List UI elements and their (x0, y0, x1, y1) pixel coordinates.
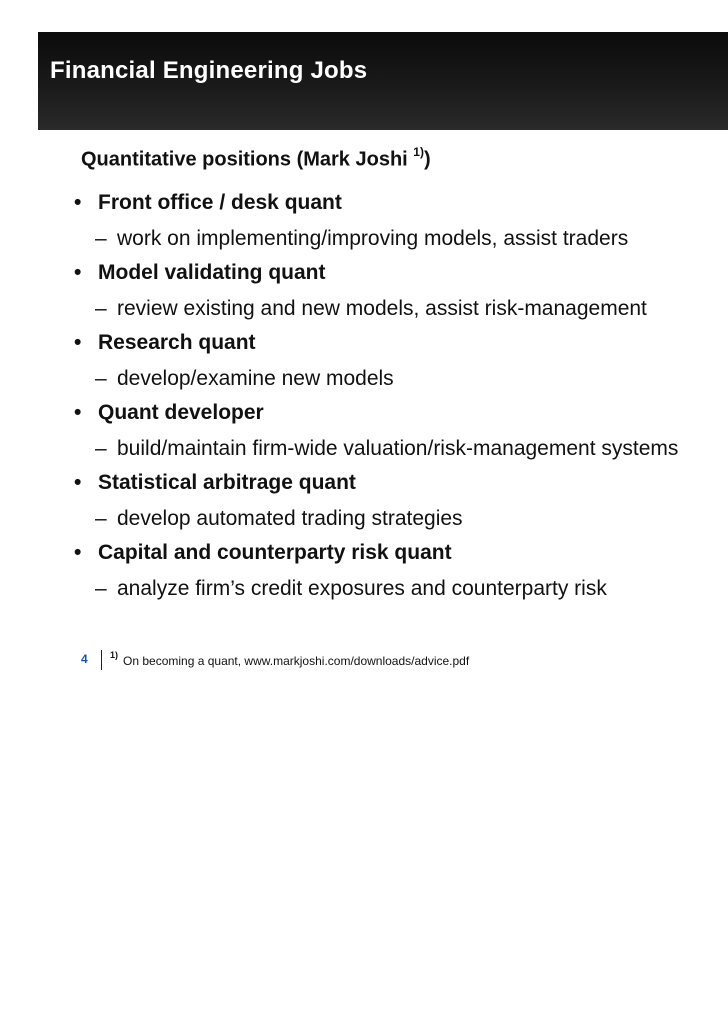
dash-icon: – (95, 297, 107, 320)
list-item (74, 187, 728, 257)
bullet-icon: • (74, 191, 82, 214)
bullet-icon: • (74, 471, 82, 494)
item-heading: Model validating quant (98, 261, 326, 284)
bullet-icon: • (74, 261, 82, 284)
item-heading: Statistical arbitrage quant (98, 471, 356, 494)
bullet-icon: • (74, 541, 82, 564)
dash-icon: – (95, 507, 107, 530)
dash-icon: – (95, 367, 107, 390)
dash-icon: – (95, 577, 107, 600)
item-detail-row (95, 225, 628, 253)
item-detail-row (95, 295, 647, 323)
bullet-icon: • (74, 331, 82, 354)
item-detail: work on implementing/improving models, assist traders (117, 227, 629, 250)
position-list (74, 187, 728, 607)
list-item (74, 467, 728, 537)
item-detail-row (95, 435, 678, 463)
item-detail: develop automated trading strategies (117, 507, 463, 530)
slide-title: Financial Engineering Jobs (50, 57, 368, 84)
item-detail: review existing and new models, assist risk-management (117, 297, 647, 320)
footer-divider (101, 650, 102, 670)
item-heading: Front office / desk quant (98, 191, 342, 214)
dash-icon: – (95, 437, 107, 460)
subtitle-footnote-mark: 1) (413, 145, 424, 159)
item-heading: Research quant (98, 331, 256, 354)
dash-icon: – (95, 227, 107, 250)
item-heading: Capital and counterparty risk quant (98, 541, 452, 564)
item-heading-row (74, 399, 264, 427)
subtitle-text: Quantitative positions (Mark Joshi (81, 148, 414, 171)
footnote (110, 652, 469, 668)
slide-subtitle (81, 147, 431, 172)
item-detail: develop/examine new models (117, 367, 394, 390)
item-detail-row (95, 575, 607, 603)
page-number: 4 (81, 652, 88, 666)
footnote-mark: 1) (110, 650, 119, 660)
bullet-icon: • (74, 401, 82, 424)
item-heading-row (74, 539, 452, 567)
list-item (74, 397, 728, 467)
item-detail-row (95, 505, 463, 533)
item-heading-row (74, 469, 356, 497)
item-heading-row (74, 329, 256, 357)
list-item (74, 327, 728, 397)
item-heading-row (74, 259, 326, 287)
list-item (74, 257, 728, 327)
item-detail-row (95, 365, 394, 393)
item-heading: Quant developer (98, 401, 264, 424)
item-detail: build/maintain firm-wide valuation/risk-management systems (117, 437, 679, 460)
item-detail: analyze firm’s credit exposures and counterparty risk (117, 577, 607, 600)
subtitle-close: ) (423, 148, 431, 171)
list-item (74, 537, 728, 607)
item-heading-row (74, 189, 342, 217)
footnote-text: On becoming a quant, www.markjoshi.com/downloads/advice.pdf (123, 654, 470, 668)
